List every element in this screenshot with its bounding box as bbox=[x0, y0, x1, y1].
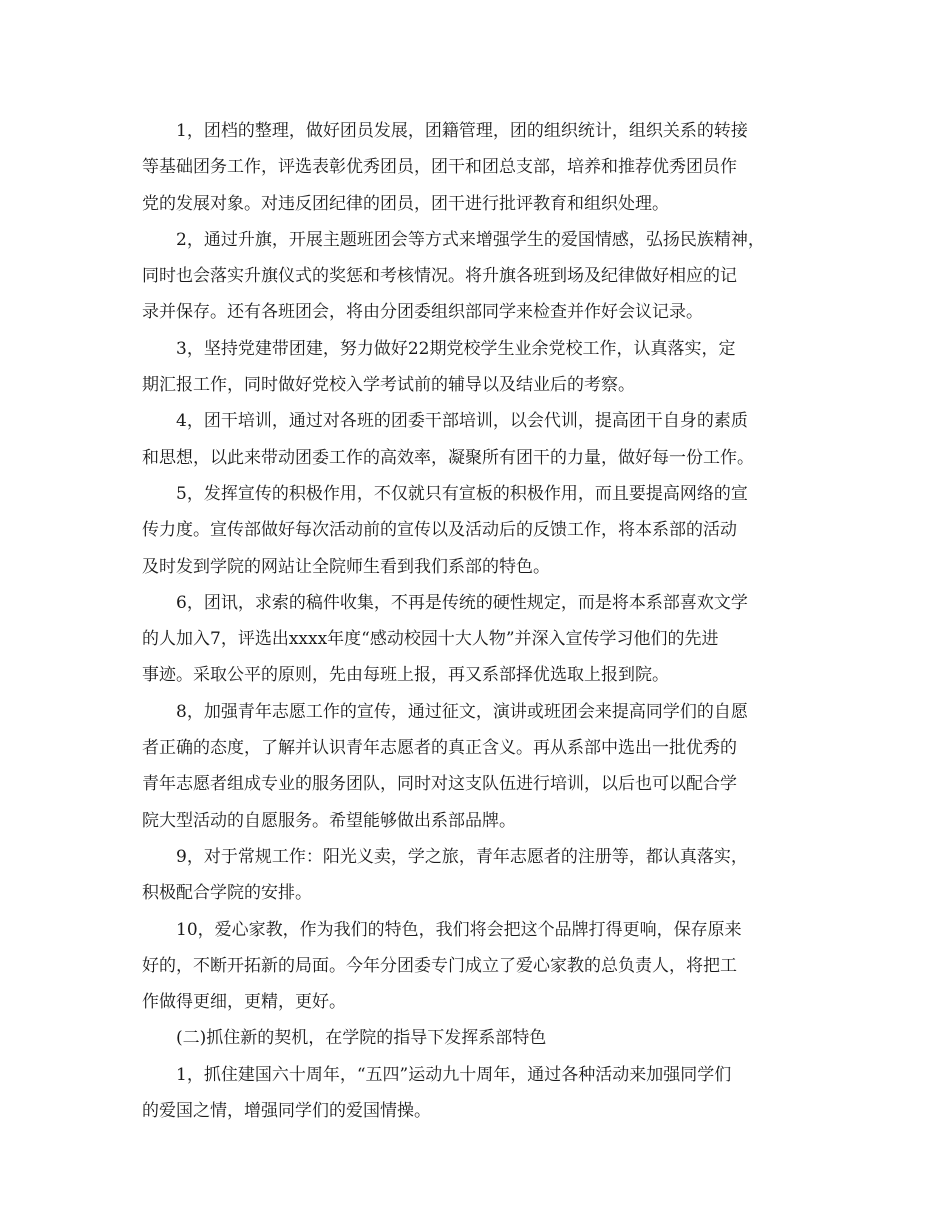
text-line: 录并保存。还有各班团会，将由分团委组织部同学来检查并作好会议记录。 bbox=[142, 302, 703, 323]
text-line: 事迹。采取公平的原则，先由每班上报，再又系部择优选取上报到院。 bbox=[142, 665, 669, 686]
text-line: 青年志愿者组成专业的服务团队，同时对这支队伍进行培训，以后也可以配合学 bbox=[142, 774, 737, 795]
text-line: 8，加强青年志愿工作的宣传，通过征文，演讲或班团会来提高同学们的自愿 bbox=[176, 701, 748, 722]
document-body bbox=[142, 113, 812, 1129]
text-line: 和思想，以此来带动团委工作的高效率，凝聚所有团干的力量，做好每一份工作。 bbox=[142, 447, 754, 468]
text-line: 5，发挥宣传的积极作用，不仅就只有宣板的积极作用，而且要提高网络的宣 bbox=[176, 483, 748, 504]
text-line: 9，对于常规工作：阳光义卖，学之旅，青年志愿者的注册等，都认真落实， bbox=[176, 846, 748, 867]
text-line: 期汇报工作，同时做好党校入学考试前的辅导以及结业后的考察。 bbox=[142, 375, 635, 396]
text-line: 传力度。宣传部做好每次活动前的宣传以及活动后的反馈工作，将本系部的活动 bbox=[142, 520, 737, 541]
text-line: 的爱国之情，增强同学们的爱国情操。 bbox=[142, 1101, 431, 1122]
text-line: 者正确的态度，了解并认识青年志愿者的真正含义。再从系部中选出一批优秀的 bbox=[142, 738, 737, 759]
text-line: 等基础团务工作，评选表彰优秀团员，团干和团总支部，培养和推荐优秀团员作 bbox=[142, 157, 737, 178]
text-line: 4，团干培训，通过对各班的团委干部培训，以会代训，提高团干自身的素质 bbox=[176, 411, 748, 432]
text-line: 1，抓住建国六十周年，“五四”运动九十周年，通过各种活动来加强同学们 bbox=[176, 1064, 732, 1085]
text-line: (二)抓住新的契机，在学院的指导下发挥系部特色 bbox=[176, 1028, 547, 1049]
text-line: 1，团档的整理，做好团员发展，团籍管理，团的组织统计，组织关系的转接 bbox=[176, 121, 748, 141]
text-line: 的人加入7，评选出xxxx年度“感动校园十大人物”并深入宣传学习他们的先进 bbox=[142, 629, 719, 650]
text-line: 10，爱心家教，作为我们的特色，我们将会把这个品牌打得更响，保存原来 bbox=[176, 919, 742, 940]
text-line: 作做得更细，更精，更好。 bbox=[142, 992, 346, 1013]
text-line: 积极配合学院的安排。 bbox=[142, 883, 312, 904]
text-line: 同时也会落实升旗仪式的奖惩和考核情况。将升旗各班到场及纪律做好相应的记 bbox=[142, 266, 737, 287]
text-line: 院大型活动的自愿服务。希望能够做出系部品牌。 bbox=[142, 810, 516, 831]
text-line: 3，坚持党建带团建，努力做好22期党校学生业余党校工作，认真落实，定 bbox=[176, 338, 736, 359]
text-line: 2，通过升旗，开展主题班团会等方式来增强学生的爱国情感，弘扬民族精神， bbox=[176, 229, 765, 250]
text-line: 6，团讯，求索的稿件收集，不再是传统的硬性规定，而是将本系部喜欢文学 bbox=[176, 592, 748, 613]
text-line: 党的发展对象。对违反团纪律的团员，团干进行批评教育和组织处理。 bbox=[142, 193, 669, 214]
text-line: 好的，不断开拓新的局面。今年分团委专门成立了爱心家教的总负责人，将把工 bbox=[142, 955, 737, 976]
text-line: 及时发到学院的网站让全院师生看到我们系部的特色。 bbox=[142, 556, 550, 577]
